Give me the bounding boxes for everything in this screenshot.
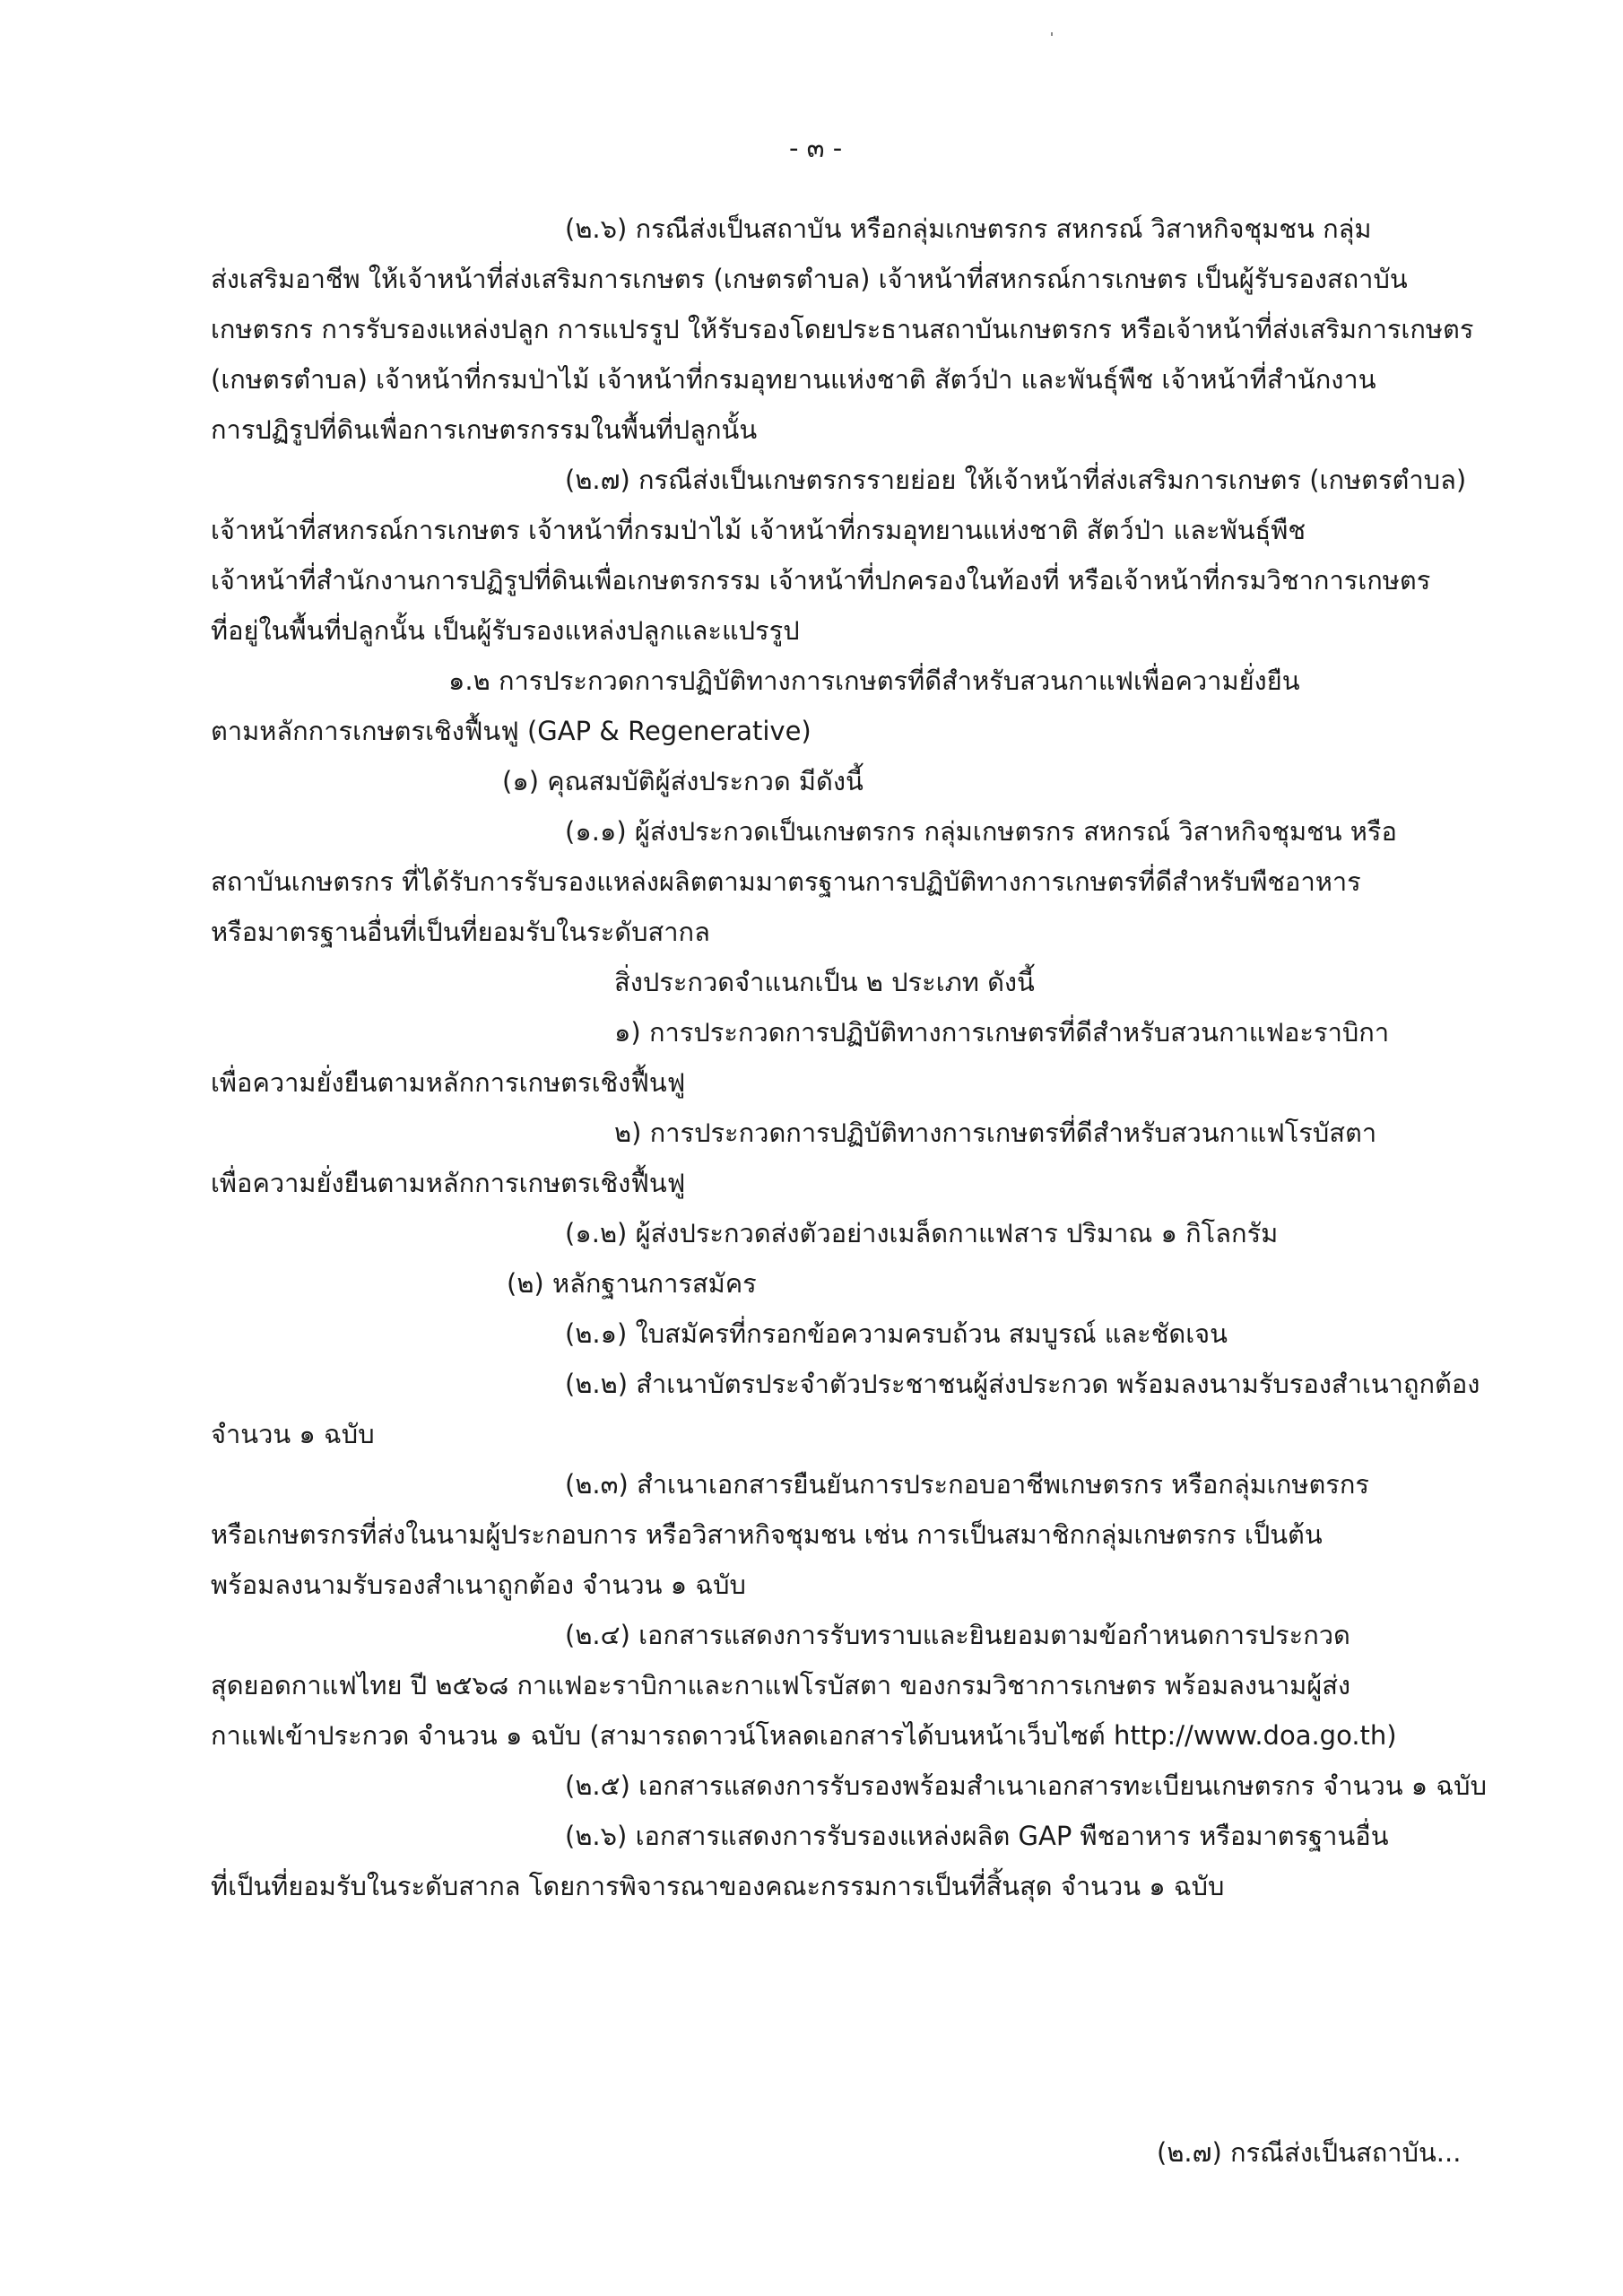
- sub-heading: (๑) คุณสมบัติผู้ส่งประกวด มีดังนี้: [502, 766, 864, 796]
- text-line: (เกษตรตำบล) เจ้าหน้าที่กรมป่าไม้ เจ้าหน้าที่กรมอุทยานแห่งชาติ สัตว์ป่า และพันธุ์พืช เจ้าหน้าที่สำนักงาน: [211, 364, 1376, 395]
- text-line: เจ้าหน้าที่สหกรณ์การเกษตร เจ้าหน้าที่กรมป่าไม้ เจ้าหน้าที่กรมอุทยานแห่งชาติ สัตว์ป่า และพันธุ์พืช: [211, 515, 1306, 545]
- text-line: จำนวน ๑ ฉบับ: [211, 1419, 375, 1449]
- text-line: หรือเกษตรกรที่ส่งในนามผู้ประกอบการ หรือวิสาหกิจชุมชน เช่น การเป็นสมาชิกกลุ่มเกษตรกร เป็นต้น: [211, 1519, 1323, 1550]
- sub-heading: (๒) หลักฐานการสมัคร: [507, 1268, 757, 1299]
- text-line: (๒.๖) เอกสารแสดงการรับรองแหล่งผลิต GAP พืชอาหาร หรือมาตรฐานอื่น: [565, 1821, 1389, 1851]
- text-line: พร้อมลงนามรับรองสำเนาถูกต้อง จำนวน ๑ ฉบับ: [211, 1570, 746, 1600]
- text-line: สิ่งประกวดจำแนกเป็น ๒ ประเภท ดังนี้: [614, 967, 1035, 997]
- text-line: ตามหลักการเกษตรเชิงฟื้นฟู (GAP & Regenerative): [211, 716, 812, 746]
- text-line: ๒) การประกวดการปฏิบัติทางการเกษตรที่ดีสำหรับสวนกาแฟโรบัสตา: [614, 1118, 1377, 1148]
- text-line: การปฏิรูปที่ดินเพื่อการเกษตรกรรมในพื้นที่ปลูกนั้น: [211, 414, 758, 445]
- text-line: กาแฟเข้าประกวด จำนวน ๑ ฉบับ (สามารถดาวน์โหลดเอกสารได้บนหน้าเว็บไซต์ http://www.doa.go.th): [211, 1720, 1397, 1751]
- page-number: - ๓ -: [789, 133, 843, 163]
- text-line: (๒.๓) สำเนาเอกสารยืนยันการประกอบอาชีพเกษตรกร หรือกลุ่มเกษตรกร: [565, 1469, 1369, 1500]
- section-heading: ๑.๒ การประกวดการปฏิบัติทางการเกษตรที่ดีสำหรับสวนกาแฟเพื่อความยั่งยืน: [448, 665, 1300, 696]
- text-line: (๒.๒) สำเนาบัตรประจำตัวประชาชนผู้ส่งประกวด พร้อมลงนามรับรองสำเนาถูกต้อง: [565, 1369, 1480, 1399]
- text-line: ที่อยู่ในพื้นที่ปลูกนั้น เป็นผู้รับรองแหล่งปลูกและแปรรูป: [211, 615, 800, 646]
- text-line: ส่งเสริมอาชีพ ให้เจ้าหน้าที่ส่งเสริมการเกษตร (เกษตรตำบล) เจ้าหน้าที่สหกรณ์การเกษตร เป็นผู้รับรองสถาบัน: [211, 264, 1408, 294]
- text-line: ๑) การประกวดการปฏิบัติทางการเกษตรที่ดีสำหรับสวนกาแฟอะราบิกา: [614, 1017, 1390, 1048]
- text-line: (๒.๗) กรณีส่งเป็นเกษตรกรรายย่อย ให้เจ้าหน้าที่ส่งเสริมการเกษตร (เกษตรตำบล): [565, 465, 1467, 495]
- text-line: (๒.๑) ใบสมัครที่กรอกข้อความครบถ้วน สมบูรณ์ และชัดเจน: [565, 1318, 1228, 1349]
- text-line: ที่เป็นที่ยอมรับในระดับสากล โดยการพิจารณาของคณะกรรมการเป็นที่สิ้นสุด จำนวน ๑ ฉบับ: [211, 1871, 1225, 1901]
- text-line: เพื่อความยั่งยืนตามหลักการเกษตรเชิงฟื้นฟู: [211, 1168, 686, 1198]
- text-line: เจ้าหน้าที่สำนักงานการปฏิรูปที่ดินเพื่อเกษตรกรรม เจ้าหน้าที่ปกครองในท้องที่ หรือเจ้าหน้าที่กรมวิชาการเกษตร: [211, 565, 1431, 596]
- text-line: (๒.๕) เอกสารแสดงการรับรองพร้อมสำเนาเอกสารทะเบียนเกษตรกร จำนวน ๑ ฉบับ: [565, 1770, 1487, 1801]
- text-line: (๒.๖) กรณีส่งเป็นสถาบัน หรือกลุ่มเกษตรกร สหกรณ์ วิสาหกิจชุมชน กลุ่ม: [565, 213, 1372, 244]
- text-line: (๒.๔) เอกสารแสดงการรับทราบและยินยอมตามข้อกำหนดการประกวด: [565, 1620, 1350, 1650]
- text-line: (๑.๑) ผู้ส่งประกวดเป็นเกษตรกร กลุ่มเกษตรกร สหกรณ์ วิสาหกิจชุมชน หรือ: [565, 816, 1397, 847]
- text-line: สถาบันเกษตรกร ที่ได้รับการรับรองแหล่งผลิตตามมาตรฐานการปฏิบัติทางการเกษตรที่ดีสำหรับพืชอาหาร: [211, 866, 1361, 897]
- text-line: (๑.๒) ผู้ส่งประกวดส่งตัวอย่างเมล็ดกาแฟสาร ปริมาณ ๑ กิโลกรัม: [565, 1218, 1279, 1248]
- text-line: หรือมาตรฐานอื่นที่เป็นที่ยอมรับในระดับสากล: [211, 917, 710, 947]
- text-line: เพื่อความยั่งยืนตามหลักการเกษตรเชิงฟื้นฟู: [211, 1067, 686, 1098]
- text-line: เกษตรกร การรับรองแหล่งปลูก การแปรรูป ให้รับรองโดยประธานสถาบันเกษตรกร หรือเจ้าหน้าที่ส่งเสริมการเกษตร: [211, 314, 1474, 344]
- text-line: สุดยอดกาแฟไทย ปี ๒๕๖๘ กาแฟอะราบิกาและกาแฟโรบัสตา ของกรมวิชาการเกษตร พร้อมลงนามผู้ส่ง: [211, 1670, 1351, 1700]
- scan-speck: [1051, 32, 1053, 36]
- continuation-note: (๒.๗) กรณีส่งเป็นสถาบัน...: [1157, 2137, 1462, 2168]
